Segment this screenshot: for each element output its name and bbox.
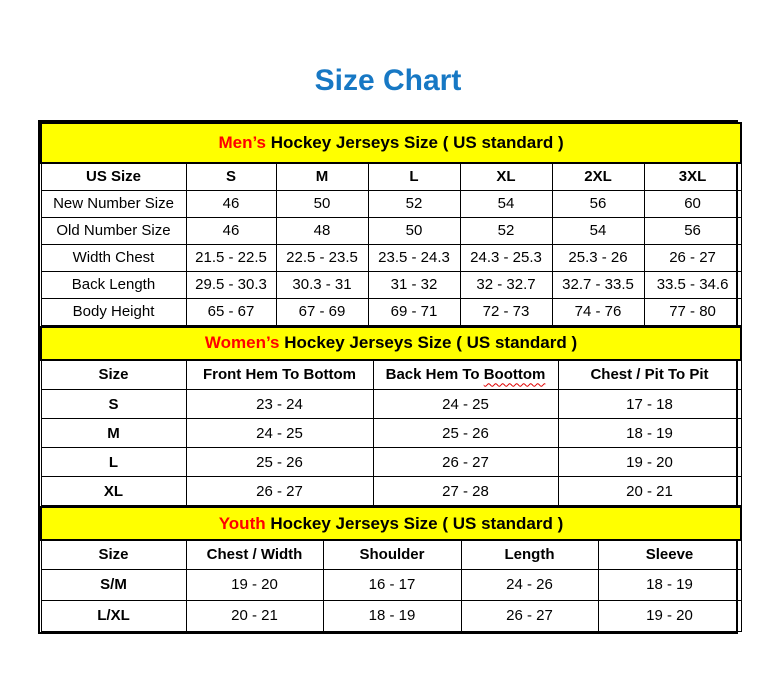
- data-cell: 50: [368, 217, 460, 244]
- column-header: XL: [460, 163, 552, 190]
- data-cell: 24 - 25: [373, 390, 558, 419]
- section-band-rest: Hockey Jerseys Size ( US standard ): [266, 133, 564, 152]
- data-cell: 50: [276, 190, 368, 217]
- column-header: Length: [461, 540, 598, 569]
- data-cell: 29.5 - 30.3: [186, 271, 276, 298]
- data-cell: 54: [552, 217, 644, 244]
- column-header: Chest / Pit To Pit: [558, 360, 741, 390]
- data-cell: 22.5 - 23.5: [276, 244, 368, 271]
- data-cell: 16 - 17: [323, 569, 461, 600]
- data-cell: 19 - 20: [186, 569, 323, 600]
- section-band-highlight: Men’s: [218, 133, 266, 152]
- data-cell: 27 - 28: [373, 477, 558, 506]
- data-cell: 19 - 20: [558, 448, 741, 477]
- row-label: L/XL: [41, 600, 186, 631]
- data-cell: 18 - 19: [598, 569, 741, 600]
- womens-size-table: [40, 326, 742, 507]
- row-label: Body Height: [41, 298, 186, 325]
- table-row: [41, 271, 741, 298]
- row-label: L: [41, 448, 186, 477]
- section-band-title: [41, 123, 741, 163]
- table-row: [41, 190, 741, 217]
- table-row: [41, 217, 741, 244]
- data-cell: 60: [644, 190, 741, 217]
- data-cell: 25 - 26: [373, 419, 558, 448]
- size-chart: [38, 120, 738, 634]
- data-cell: 56: [552, 190, 644, 217]
- table-row: [41, 448, 741, 477]
- column-header-row: [41, 540, 741, 569]
- row-label: S/M: [41, 569, 186, 600]
- row-label: New Number Size: [41, 190, 186, 217]
- section-band-title: [41, 327, 741, 360]
- section-band-highlight: Women’s: [204, 333, 280, 352]
- data-cell: 32.7 - 33.5: [552, 271, 644, 298]
- data-cell: 52: [368, 190, 460, 217]
- data-cell: 25 - 26: [186, 448, 373, 477]
- row-label: Back Length: [41, 271, 186, 298]
- section-band: [41, 123, 741, 163]
- data-cell: 67 - 69: [276, 298, 368, 325]
- misspelled-word: Boottom: [483, 366, 546, 384]
- column-header-row: [41, 163, 741, 190]
- column-header: L: [368, 163, 460, 190]
- section-band: [41, 507, 741, 540]
- row-label: M: [41, 419, 186, 448]
- data-cell: 24 - 26: [461, 569, 598, 600]
- data-cell: 31 - 32: [368, 271, 460, 298]
- row-label: Old Number Size: [41, 217, 186, 244]
- data-cell: 18 - 19: [558, 419, 741, 448]
- section-band-title: [41, 507, 741, 540]
- row-label: XL: [41, 477, 186, 506]
- data-cell: 23 - 24: [186, 390, 373, 419]
- table-row: [41, 477, 741, 506]
- table-row: [41, 298, 741, 325]
- page-title: Size Chart: [314, 64, 462, 97]
- data-cell: 23.5 - 24.3: [368, 244, 460, 271]
- data-cell: 32 - 32.7: [460, 271, 552, 298]
- data-cell: 65 - 67: [186, 298, 276, 325]
- section-band-rest: Hockey Jerseys Size ( US standard ): [279, 333, 578, 352]
- data-cell: 74 - 76: [552, 298, 644, 325]
- table-row: [41, 600, 741, 631]
- data-cell: 26 - 27: [186, 477, 373, 506]
- row-label: S: [41, 390, 186, 419]
- table-row: [41, 419, 741, 448]
- section-band-highlight: Youth: [218, 513, 266, 533]
- column-header: 2XL: [552, 163, 644, 190]
- data-cell: 26 - 27: [461, 600, 598, 631]
- table-row: [41, 569, 741, 600]
- data-cell: 46: [186, 190, 276, 217]
- data-cell: 19 - 20: [598, 600, 741, 631]
- column-header: Shoulder: [323, 540, 461, 569]
- data-cell: 52: [460, 217, 552, 244]
- header-text: Back Hem To: [385, 366, 484, 384]
- column-header: S: [186, 163, 276, 190]
- column-header-row: [41, 360, 741, 390]
- column-header: Sleeve: [598, 540, 741, 569]
- section-band: [41, 327, 741, 360]
- data-cell: 30.3 - 31: [276, 271, 368, 298]
- youth-size-table: [40, 506, 742, 632]
- data-cell: 20 - 21: [558, 477, 741, 506]
- mens-size-table: [40, 122, 742, 326]
- column-header: [373, 360, 558, 390]
- section-band-rest: Hockey Jerseys Size ( US standard ): [265, 513, 564, 533]
- column-header: M: [276, 163, 368, 190]
- data-cell: 20 - 21: [186, 600, 323, 631]
- table-row: [41, 244, 741, 271]
- data-cell: 56: [644, 217, 741, 244]
- data-cell: 25.3 - 26: [552, 244, 644, 271]
- data-cell: 24.3 - 25.3: [460, 244, 552, 271]
- row-label: Width Chest: [41, 244, 186, 271]
- data-cell: 46: [186, 217, 276, 244]
- column-header: US Size: [41, 163, 186, 190]
- column-header: Size: [41, 540, 186, 569]
- data-cell: 17 - 18: [558, 390, 741, 419]
- data-cell: 26 - 27: [373, 448, 558, 477]
- data-cell: 69 - 71: [368, 298, 460, 325]
- column-header: 3XL: [644, 163, 741, 190]
- data-cell: 21.5 - 22.5: [186, 244, 276, 271]
- data-cell: 18 - 19: [323, 600, 461, 631]
- column-header: Size: [41, 360, 186, 390]
- data-cell: 24 - 25: [186, 419, 373, 448]
- data-cell: 26 - 27: [644, 244, 741, 271]
- data-cell: 33.5 - 34.6: [644, 271, 741, 298]
- table-row: [41, 390, 741, 419]
- column-header: Front Hem To Bottom: [186, 360, 373, 390]
- data-cell: 77 - 80: [644, 298, 741, 325]
- column-header: Chest / Width: [186, 540, 323, 569]
- data-cell: 48: [276, 217, 368, 244]
- data-cell: 54: [460, 190, 552, 217]
- data-cell: 72 - 73: [460, 298, 552, 325]
